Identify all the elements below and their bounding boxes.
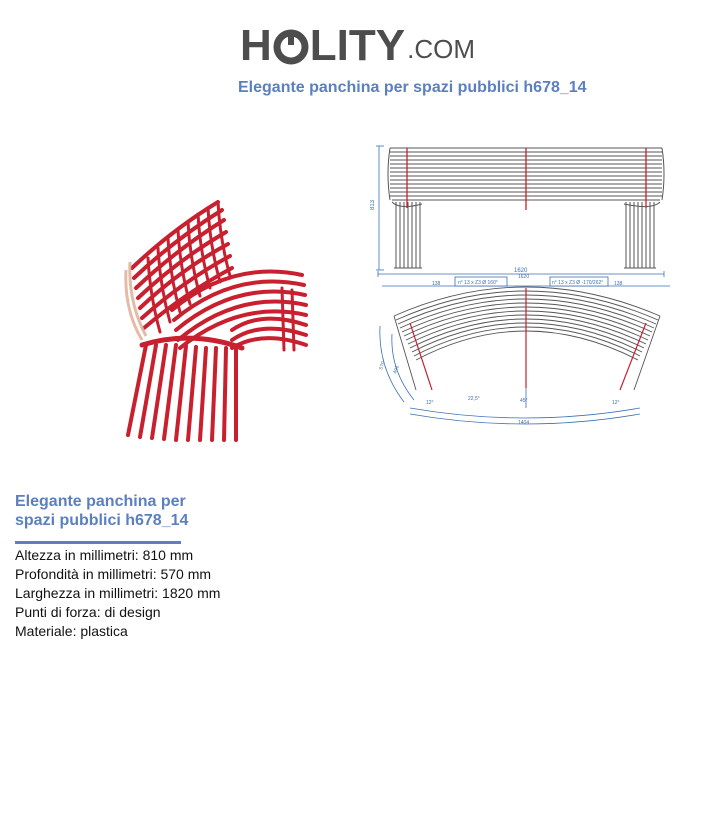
- spec-material: Materiale: plastica: [15, 623, 128, 639]
- dim-138-right: 138: [614, 281, 623, 287]
- product-title-line-1: Elegante panchina per: [15, 493, 186, 510]
- dim-width-mid-label: 1620: [518, 274, 530, 280]
- logo-o-mark-icon: [273, 29, 309, 65]
- note-right: n° 13 x Z3 Ø -170/262°: [552, 280, 604, 286]
- logo-wordmark: [240, 21, 406, 70]
- dim-570: 570: [378, 360, 387, 371]
- spec-width: Larghezza in millimetri: 1820 mm: [15, 585, 221, 601]
- logo-text-h: H: [240, 21, 272, 70]
- holity-logo[interactable]: [240, 18, 475, 68]
- logo-domain: .COM: [407, 34, 475, 64]
- note-left: n° 13 x Z3 Ø 160°: [458, 280, 498, 286]
- technical-drawing: [370, 138, 670, 430]
- product-photo: [112, 190, 308, 445]
- spec-strengths: Punti di forza: di design: [15, 604, 161, 620]
- page-subtitle: Elegante panchina per spazi pubblici h678_14: [238, 79, 587, 96]
- dim-height-label: 813: [370, 199, 376, 210]
- dim-22-5: 22,5°: [468, 396, 480, 402]
- dim-width-top-label: 1620: [514, 268, 528, 274]
- dim-12-left: 12°: [426, 400, 434, 406]
- spec-depth: Profondità in millimetri: 570 mm: [15, 566, 212, 582]
- product-title-line-2: spazi pubblici h678_14: [15, 512, 189, 529]
- spec-height: Altezza in millimetri: 810 mm: [15, 547, 194, 563]
- dim-bottom: 1404: [518, 420, 530, 426]
- title-underline: [15, 541, 181, 544]
- dim-45: 45°: [520, 398, 528, 404]
- spec-list: [15, 546, 220, 641]
- product-title: [15, 492, 225, 530]
- dim-496: 496: [392, 364, 401, 375]
- logo-text-lity: LITY: [309, 21, 406, 70]
- dim-138-left: 138: [432, 281, 441, 287]
- dim-12-right: 12°: [612, 400, 620, 406]
